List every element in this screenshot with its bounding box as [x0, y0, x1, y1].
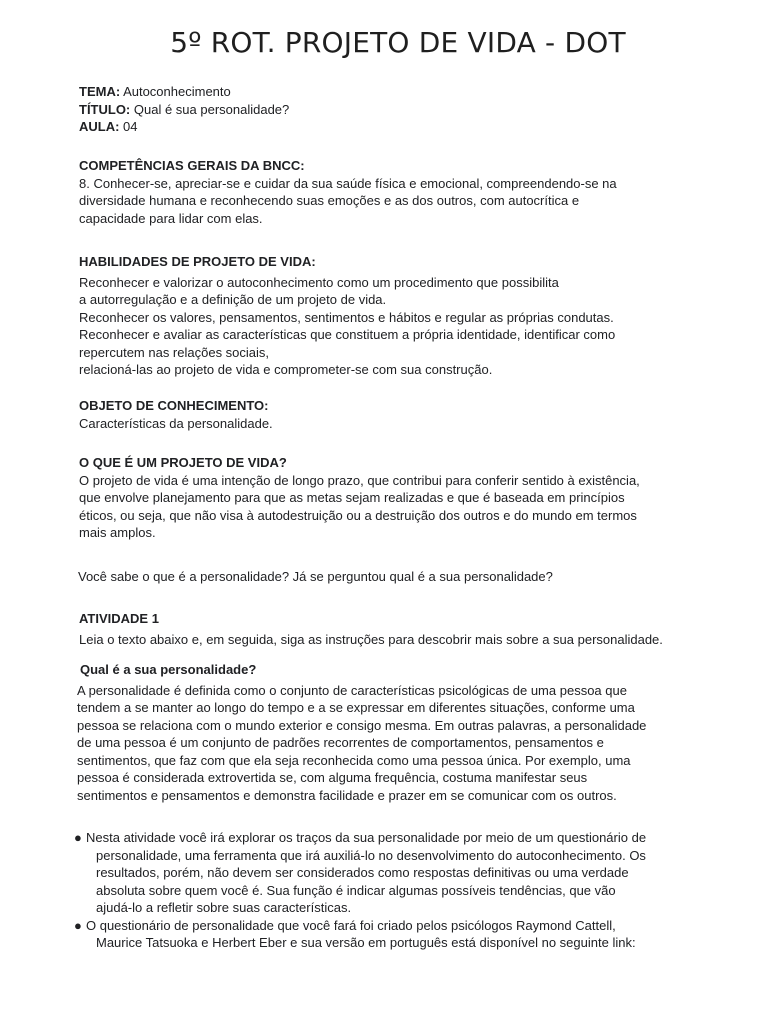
page-title: 5º ROT. PROJETO DE VIDA - DOT	[170, 26, 626, 59]
tema-label: TEMA:	[79, 84, 121, 99]
projeto-line: mais amplos.	[79, 525, 156, 540]
aula-label: AULA:	[79, 119, 120, 134]
habilidades-line: a autorregulação e a definição de um projeto de vida.	[79, 292, 387, 307]
habilidades-line: Reconhecer e avaliar as características que constituem a própria identidade, identificar como	[79, 327, 616, 342]
bullet-text: Nesta atividade você irá explorar os traços da sua personalidade por meio de um questionário de	[86, 830, 647, 845]
projeto-line: que envolve planejamento para que as metas sejam realizadas e que é baseada em princípios	[79, 490, 625, 505]
bullet-dot-icon: ●	[74, 830, 82, 845]
habilidades-heading: HABILIDADES DE PROJETO DE VIDA:	[79, 254, 316, 269]
bullet-text: O questionário de personalidade que você fará foi criado pelos psicólogos Raymond Cattell,	[86, 917, 616, 933]
bullet-text: ajudá-lo a refletir sobre suas características.	[96, 900, 352, 915]
bullet-text: resultados, porém, não devem ser considerados como respostas definitivas ou uma verdade	[96, 865, 629, 880]
personalidade-line: A personalidade é definida como o conjunto de características psicológicas de uma pessoa que	[77, 682, 627, 698]
tema-line	[79, 83, 699, 101]
personalidade-line: sentimentos, que faz com que ela seja reconhecida como uma pessoa única. Por exemplo, uma	[77, 752, 631, 768]
bullet-item	[74, 829, 694, 917]
question-text	[78, 568, 698, 586]
titulo-value: Qual é sua personalidade?	[130, 101, 290, 117]
projeto-line: O projeto de vida é uma intenção de longo prazo, que contribui para conferir sentido à existência,	[79, 472, 640, 488]
aula-value: 04	[119, 119, 138, 134]
lesson-meta	[79, 83, 699, 136]
titulo-label: TÍTULO:	[79, 101, 131, 117]
titulo-line	[79, 101, 699, 119]
instruction-bullets	[74, 829, 694, 952]
bullet-item	[74, 917, 694, 952]
habilidades-line: relacioná-las ao projeto de vida e comprometer-se com sua construção.	[79, 362, 493, 377]
projeto-heading: O QUE É UM PROJETO DE VIDA?	[79, 455, 287, 470]
bullet-text: absoluta sobre quem você é. Sua função é indicar algumas possíveis tendências, que vão	[96, 882, 616, 898]
bncc-line: 8. Conhecer-se, apreciar-se e cuidar da sua saúde física e emocional, compreendendo-se na	[79, 175, 617, 191]
habilidades-line: repercutem nas relações sociais,	[79, 344, 270, 360]
habilidades-section	[79, 253, 699, 379]
personalidade-line: sentimentos e pensamentos e demonstra facilidade e prazer em se comunicar com os outros.	[77, 787, 617, 803]
aula-line	[79, 118, 699, 136]
question-line: Você sabe o que é a personalidade? Já se perguntou qual é a sua personalidade?	[78, 569, 553, 584]
bncc-heading: COMPETÊNCIAS GERAIS DA BNCC:	[79, 158, 305, 173]
personalidade-heading: Qual é a sua personalidade?	[80, 662, 257, 677]
personalidade-section	[77, 661, 697, 804]
atividade-section	[79, 610, 699, 648]
objeto-heading: OBJETO DE CONHECIMENTO:	[79, 398, 269, 413]
bncc-line: diversidade humana e reconhecendo suas emoções e as dos outros, com autocrítica e	[79, 193, 580, 208]
bullet-text: Maurice Tatsuoka e Herbert Eber e sua versão em português está disponível no seguinte link:	[96, 935, 636, 950]
projeto-section	[79, 454, 699, 542]
habilidades-line: Reconhecer e valorizar o autoconhecimento como um procedimento que possibilita	[79, 274, 559, 290]
bullet-text: personalidade, uma ferramenta que irá auxiliá-lo no desenvolvimento do autoconhecimento. Os	[96, 847, 646, 863]
personalidade-line: de uma pessoa é um conjunto de padrões recorrentes de comportamentos, pensamentos e	[77, 735, 604, 750]
projeto-line: éticos, ou seja, que não visa à autodestruição ou a destruição dos outros e do mundo em termos	[79, 507, 637, 523]
objeto-section	[79, 397, 699, 432]
bncc-line: capacidade para lidar com elas.	[79, 210, 263, 226]
personalidade-line: tendem a se manter ao longo do tempo e a se expressar em diferentes situações, conforme uma	[77, 700, 635, 715]
personalidade-line: pessoa se relaciona com o mundo exterior e consigo mesma. Em outras palavras, a personalidade	[77, 717, 647, 733]
objeto-text: Características da personalidade.	[79, 415, 273, 431]
habilidades-line: Reconhecer os valores, pensamentos, sentimentos e hábitos e regular as próprias condutas.	[79, 309, 614, 325]
atividade-text: Leia o texto abaixo e, em seguida, siga as instruções para descobrir mais sobre a sua personalidade.	[79, 631, 663, 647]
bncc-section	[79, 157, 699, 227]
personalidade-line: pessoa é considerada extrovertida se, com alguma frequência, costuma manifestar seus	[77, 770, 588, 785]
bullet-dot-icon: ●	[74, 917, 82, 933]
tema-value: Autoconhecimento	[120, 84, 231, 99]
atividade-heading: ATIVIDADE 1	[79, 611, 159, 626]
